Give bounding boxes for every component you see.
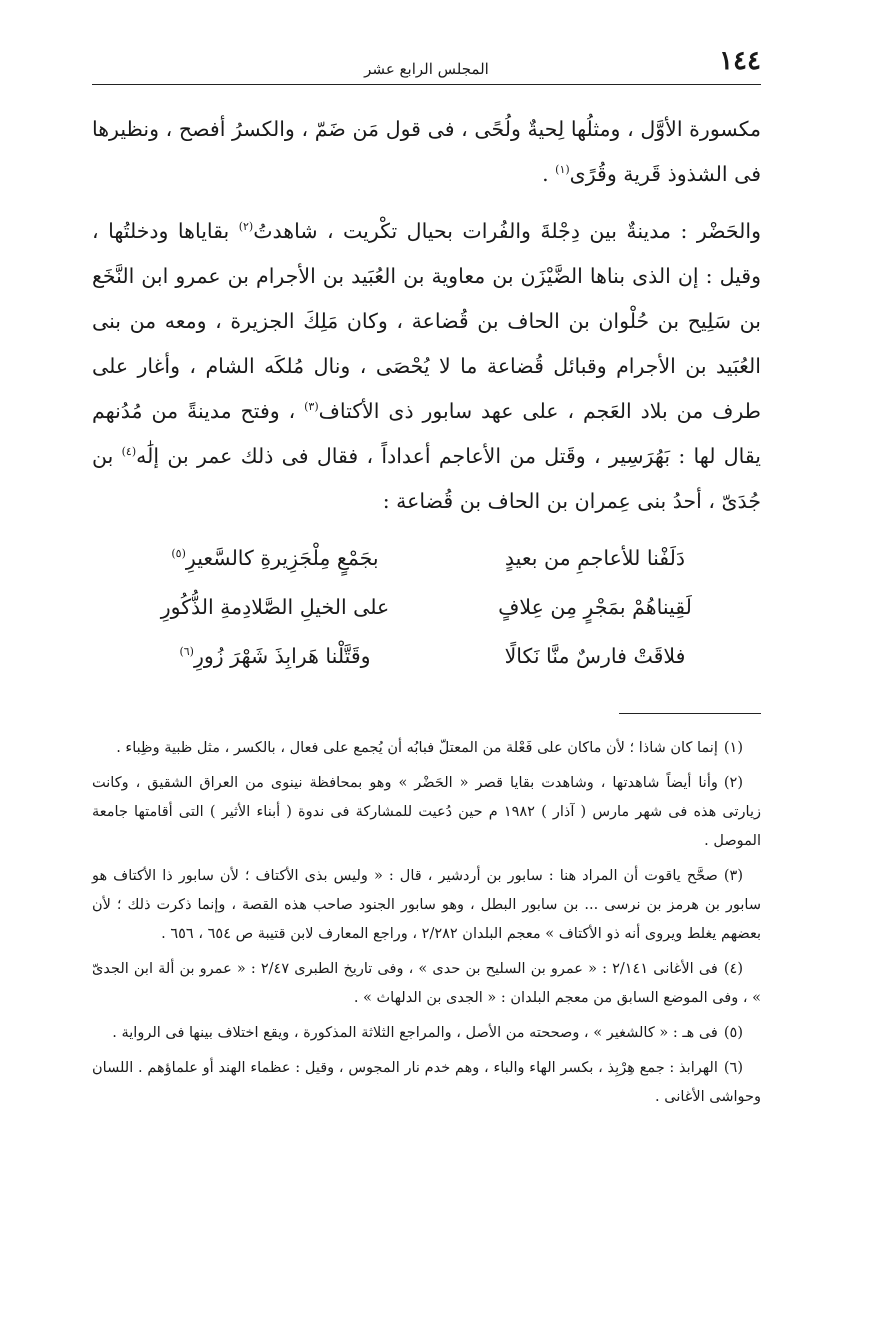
verse-second-hemistich bbox=[135, 534, 415, 583]
paragraph-end: . bbox=[542, 162, 556, 186]
poem-verse bbox=[135, 632, 735, 681]
footnote-number: (١) bbox=[723, 740, 743, 756]
footnote-separator bbox=[619, 713, 761, 714]
poem-verse bbox=[135, 583, 735, 632]
body-paragraph-2 bbox=[92, 209, 761, 524]
verse-first-hemistich: دَلَفْنا للأعاجمِ من بعيدٍ bbox=[504, 546, 686, 570]
footnote bbox=[92, 1054, 761, 1112]
chapter-title: المجلس الرابع عشر bbox=[364, 60, 489, 78]
footnote-number: (٢) bbox=[723, 775, 743, 791]
paragraph-text: مكسورة الأوَّل ، ومثلُها لِحيةٌ ولُحًى ، فى قول مَن ضَمّ ، والكسرُ أفصح ، ونظيرها فى الشذوذ قَرية وقُرًى bbox=[92, 117, 761, 186]
footnote-mark-4: (٤) bbox=[121, 445, 137, 459]
footnote-mark-6: (٦) bbox=[179, 645, 194, 659]
footnote bbox=[92, 1019, 761, 1048]
hemistich-text: بجَمْعٍ مِلْجَزِيرةِ كالسَّعيرِ bbox=[185, 546, 379, 570]
footnote-number: (٥) bbox=[723, 1025, 743, 1041]
footnote-number: (٣) bbox=[723, 868, 743, 884]
poem bbox=[135, 534, 735, 681]
footnote-number: (٦) bbox=[723, 1060, 743, 1076]
footnote-mark-5: (٥) bbox=[171, 547, 186, 561]
footnote-mark-2: (٢) bbox=[238, 220, 254, 234]
poem-verse bbox=[135, 534, 735, 583]
footnote-text: فى هـ : « كالشغير » ، وصححته من الأصل ، والمراجع الثلاثة المذكورة ، ويقع اختلاف بينها فى الرواية . bbox=[112, 1025, 718, 1041]
hemistich-text: وقَتَّلْنا هَرابِذَ شَهْرَ زُورِ bbox=[193, 644, 371, 668]
footnote-mark-3: (٣) bbox=[304, 400, 319, 414]
footnote-text: فى الأغانى ٢/١٤١ : « عمرو بن السليح بن حدى » ، وفى تاريخ الطبرى ٢/٤٧ : « عمرو بن ألة ابن الجدىّ » ، وفى الموضع السابق من معجم البلدان : « الجدى بن الدلهاث » . bbox=[92, 961, 761, 1006]
footnote-text: الهرابذ : جمع هِرْبِذ ، بكسر الهاء والباء ، وهم خدم نار المجوس ، وقيل : عظماء الهند أو علماؤهم . اللسان وحواشى الأغانى . bbox=[92, 1060, 761, 1105]
footnote bbox=[92, 955, 761, 1013]
verse-second-hemistich bbox=[135, 632, 415, 681]
footnote bbox=[92, 862, 761, 949]
page-number: ١٤٤ bbox=[719, 46, 761, 76]
paragraph-text-part-a: والحَضْر : مدينةٌ بين دِجْلةَ والفُرات بحيال تكْريت ، شاهدتُ bbox=[253, 219, 761, 243]
footnote-mark-1: (١) bbox=[555, 163, 570, 177]
verse-second-hemistich: على الخيلِ الصَّلادِمةِ الذُّكُورِ bbox=[160, 595, 390, 619]
footnote bbox=[92, 734, 761, 763]
footnote bbox=[92, 769, 761, 856]
footnotes bbox=[92, 734, 761, 1112]
verse-first-hemistich: لَقِيناهُمْ بمَجْرٍ مِن عِلافٍ bbox=[498, 595, 692, 619]
body-paragraph-1 bbox=[92, 107, 761, 197]
paragraph-text-part-b: بقاياها ودخلتُها ، وقيل : إن الذى بناها الضَّيْزَن بن معاوية بن العُبَيد بن الأجرام بن عمرو ابن النَّخَع بن سَلِيح بن حُلْوان بن الحاف بن قُضاعة ، وكان مَلِكَ الجزيرة ، ومعه من بنى العُبَيد بن الأجرام وقبائل قُضاعة ما لا يُحْصَى ، ونال مُلكَه الشام ، وأغار على طرف من بلاد العَجم ، على عهد سابور ذى الأكتاف bbox=[92, 219, 761, 423]
footnote-text: صحَّح ياقوت أن المراد هنا : سابور بن أردشير ، قال : « وليس بذى الأكتاف ؛ لأن سابور ذا الأكتاف هو سابور بن هرمز بن نرسى ... بن سابور البطل ، وهو سابور الجنود صاحب هذه القصة ، وإنما ذكرت ذلك ؛ لأن بعضهم يغلط ويروى أنه ذو الأكتاف » معجم البلدان ٢/٢٨٢ ، وراجع المعارف لابن قتيبة ص ٦٥٤ ، ٦٥٦ . bbox=[92, 868, 761, 942]
running-head bbox=[92, 40, 761, 85]
verse-first-hemistich: فلاقَتْ فارسٌ منَّا نَكالًا bbox=[504, 644, 686, 668]
footnote-text: إنما كان شاذا ؛ لأن ماكان على فَعْلة من المعتلّ فبابُه أن يُجمع على فعال ، بالكسر ، مثل ظبية وظِباء . bbox=[116, 740, 718, 756]
footnote-text: وأنا أيضاً شاهدتها ، وشاهدت بقايا قصر « الحَضْر » وهو بمحافظة نينوى من العراق الشقيق ، وكانت زيارتى هذه فى شهر مارس ( آذار ) ١٩٨٢ م حين دُعيت للمشاركة فى ندوة ( أبناء الأثير ) التى أقامتها جامعة الموصل . bbox=[92, 775, 762, 849]
paragraph-text-part-d: بن جُدَىّ ، أحدُ بنى عِمران بن الحاف بن قُضاعة : bbox=[92, 444, 761, 513]
footnote-number: (٤) bbox=[723, 961, 743, 977]
paragraph-text-part-c: ، وفتح مدينةً من مُدُنهم يقال لها : بَهُرَسِير ، وقَتل من الأعاجم أعداداً ، فقال فى ذلك عمر بن إلَٰه bbox=[92, 399, 762, 468]
